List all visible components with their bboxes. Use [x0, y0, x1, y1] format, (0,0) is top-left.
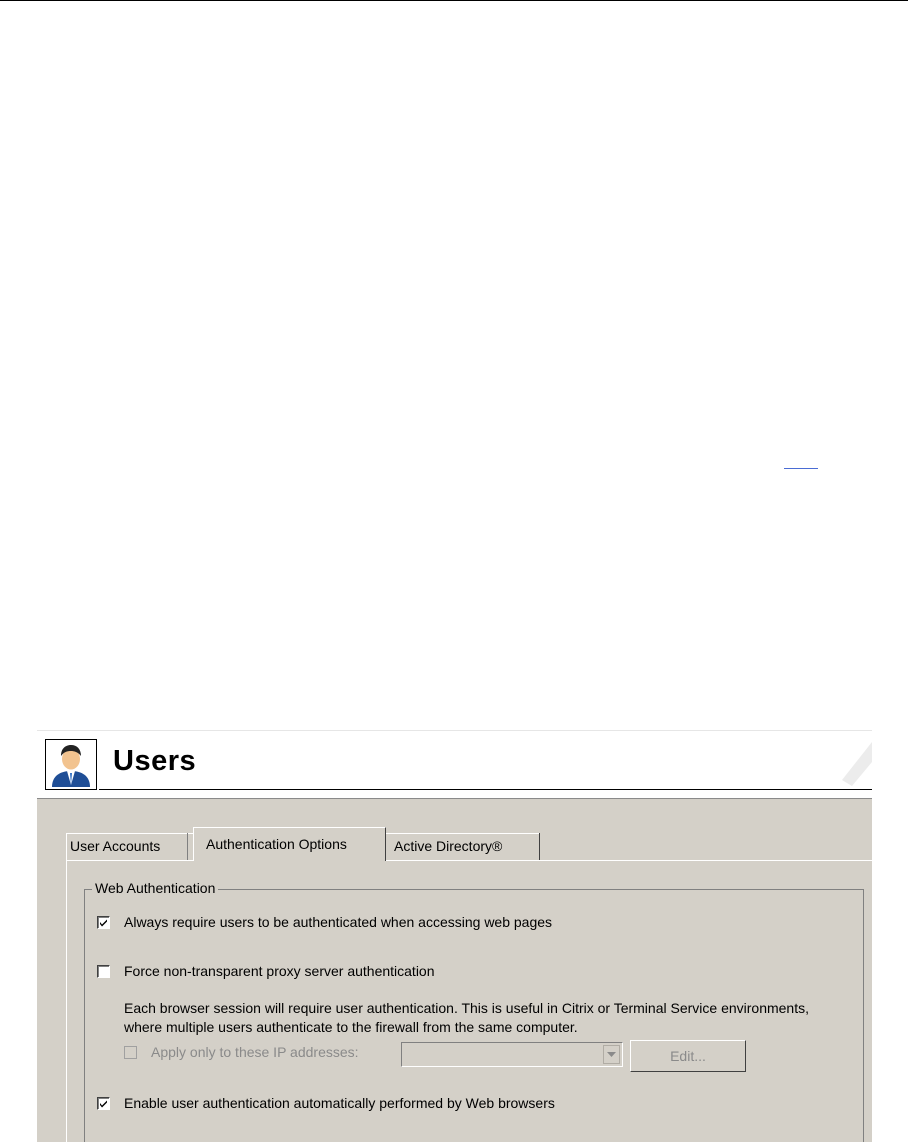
force-proxy-label[interactable]: Force non-transparent proxy server authentication: [124, 963, 435, 979]
page-top-rule: [0, 0, 908, 1]
enable-auto-label[interactable]: Enable user authentication automatically performed by Web browsers: [124, 1095, 555, 1111]
header-bottom-rule: [37, 798, 872, 799]
header-rule: [99, 789, 872, 790]
tab-user-accounts[interactable]: User Accounts: [70, 838, 161, 854]
underline-link[interactable]: [784, 468, 818, 469]
dialog-header: [37, 730, 872, 798]
panel-top-edge: [66, 860, 872, 861]
ip-select-dropdown-button[interactable]: [603, 1045, 620, 1064]
force-proxy-description: Each browser session will require user authentication. This is useful in Citrix or Terminal Service environments, where multiple users authenticate to the firewall from the same computer.: [124, 1000, 809, 1035]
tab-active-directory[interactable]: Active Directory®: [385, 833, 540, 860]
tab-separator: [187, 833, 188, 860]
header-top-line: [37, 730, 872, 731]
panel-left-edge: [66, 860, 67, 1142]
page-title: Users: [113, 745, 197, 777]
tab-authentication-options[interactable]: Authentication Options: [193, 827, 386, 861]
check-icon: [99, 918, 108, 927]
users-icon: [45, 739, 97, 790]
always-require-checkbox[interactable]: [97, 916, 110, 929]
always-require-label[interactable]: Always require users to be authenticated when accessing web pages: [124, 914, 553, 930]
decorative-swoosh: [832, 740, 872, 790]
apply-ip-label[interactable]: Apply only to these IP addresses:: [151, 1044, 359, 1060]
enable-auto-checkbox[interactable]: [97, 1097, 110, 1110]
edit-ip-button[interactable]: Edit...: [630, 1040, 746, 1072]
check-icon: [99, 1099, 108, 1108]
users-dialog: [37, 730, 872, 1142]
apply-ip-checkbox[interactable]: [124, 1046, 137, 1059]
chevron-down-icon: [607, 1052, 616, 1057]
group-title: Web Authentication: [92, 880, 218, 896]
ip-address-select[interactable]: [401, 1042, 623, 1067]
force-proxy-checkbox[interactable]: [97, 965, 110, 978]
